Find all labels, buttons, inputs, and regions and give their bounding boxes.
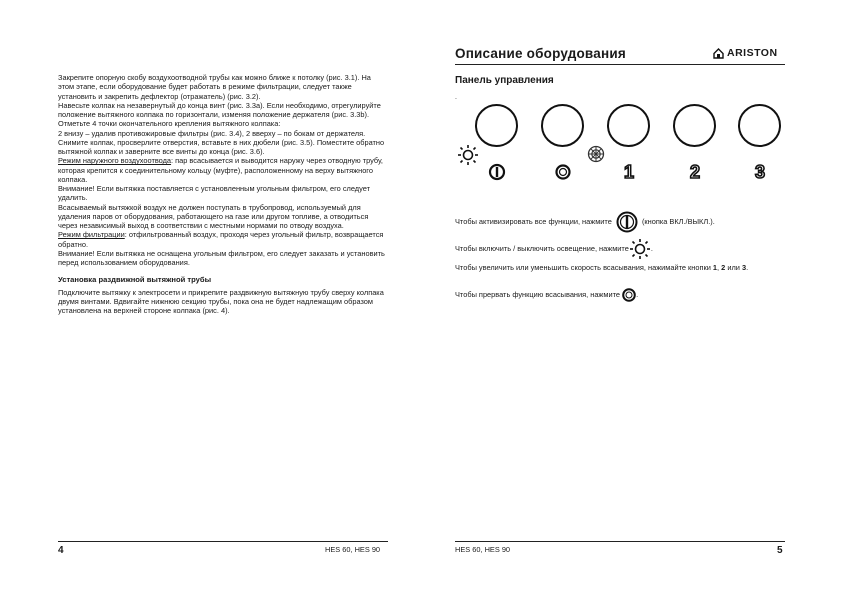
panel-button-speed-3[interactable]: [738, 104, 781, 147]
instruction-light-end: .: [650, 243, 653, 253]
power-icon: [616, 211, 638, 233]
paragraph-hood: Навесьте колпак на незавернутый до конца винт (рис. 3.3a). Если необходимо, отрегулируйте положение вытяжного колпака по горизонтали, изменяя положение держателя (рис. 3.3b).: [58, 100, 381, 119]
paragraph-mark-points: Отметьте 4 точки окончательного крепления вытяжного колпака:: [58, 119, 281, 129]
warning-1: Внимание! Если вытяжка поставляется с установленным угольным фильтром, его следует удалить.: [58, 184, 370, 203]
speed-ref-2: 2: [721, 263, 726, 272]
speed-sep-2: или: [725, 263, 742, 272]
paragraph-drill: Снимите колпак, просверлите отверстия, вставьте в них дюбели (рис. 3.5). Поместите обратно вытяжной колпак и заверните все винты до конца (рис. 3.6).: [58, 137, 385, 156]
instruction-speed-text: Чтобы увеличить или уменьшить скорость всасывания, нажимайте кнопки: [455, 263, 711, 272]
speed-1-label: 1: [623, 161, 634, 182]
exhaust-mode-text: : пар всасывается и выводится наружу через отводную трубу, которая крепится к соединительному кольцу (муфте), расположенному на верху вытяжного колпака.: [58, 156, 383, 184]
stray-dot: .: [455, 94, 457, 101]
panel-button-power[interactable]: [475, 104, 518, 147]
speed-end: .: [746, 263, 749, 272]
light-small-icon: [629, 238, 651, 260]
brand-logo: [713, 47, 778, 59]
page-title: Описание оборудования: [455, 46, 626, 61]
model-left: HES 60, HES 90: [325, 545, 381, 554]
model-right: HES 60, HES 90: [455, 545, 511, 554]
exhaust-mode-term: Режим наружного воздухоотвода: [58, 156, 172, 166]
paragraph-exhaust-mode: [58, 156, 388, 184]
instruction-light-text: Чтобы включить / выключить освещение, нажмите: [455, 243, 629, 253]
pipe-subheading: Установка раздвижной вытяжной трубы: [58, 275, 212, 285]
instruction-speed: [455, 263, 785, 273]
paragraph-pipe: Подключите вытяжку к электросети и прикрепите раздвижную вытяжную трубу сверху колпака двумя винтами. Вдвигайте нижнюю секцию трубы, пока она не будет надлежащим образом установлена на верхней стороне колпака (рис. 4).: [58, 287, 384, 315]
paragraph-air: Всасываемый вытяжкой воздух не должен поступать в трубопровод, используемый для удаления паров от оборудования, работающего на газе или другом топливе, а отводиться через независимый выход в соответствии с местными нормами по отводу воздуха.: [58, 202, 369, 230]
light-icon: [457, 144, 479, 166]
paragraph-filter-mode: [58, 230, 388, 249]
speed-3-label: 3: [754, 161, 765, 182]
panel-button-speed-1[interactable]: [607, 104, 650, 147]
instruction-light: [455, 238, 785, 260]
left-text-column: [58, 73, 388, 315]
instruction-power-note: (кнопка ВКЛ./ВЫКЛ.).: [641, 216, 715, 226]
warning-2: Внимание! Если вытяжка не оснащена угольным фильтром, его следует заказать и установить перед использованием оборудования.: [58, 248, 385, 267]
footer-rule-left: [58, 541, 388, 542]
instruction-power-text: Чтобы активизировать все функции, нажмите: [455, 216, 612, 226]
speed-2-label: 2: [689, 161, 700, 182]
panel-button-stop[interactable]: [541, 104, 584, 147]
title-rule: [455, 64, 785, 65]
page-number-left: 4: [58, 545, 64, 556]
section-subtitle: Панель управления: [455, 75, 554, 86]
stop-label-icon: [553, 162, 573, 182]
panel-button-speed-2[interactable]: [673, 104, 716, 147]
instruction-stop-text: Чтобы прервать функцию всасывания, нажмите: [455, 289, 621, 299]
instruction-stop-end: .: [636, 289, 639, 299]
page-number-right: 5: [777, 545, 783, 556]
power-label-icon: [487, 162, 507, 182]
paragraph-bracket: Закрепите опорную скобу воздухоотводной трубы как можно ближе к потолку (рис. 3.1). На этом этапе, если оборудование будет работать в режиме фильтрации, следует также установить и закрепить дефлектор (отражатель) (рис. 3.2).: [58, 73, 371, 101]
instruction-power: [455, 211, 785, 233]
fan-icon: [587, 145, 605, 163]
speed-ref-1: 1: [712, 263, 718, 272]
house-icon: [713, 48, 724, 59]
speed-sep-1: ,: [717, 263, 722, 272]
speed-ref-3: 3: [741, 263, 747, 272]
brand-name: ARISTON: [727, 47, 778, 59]
footer-rule-right: [455, 541, 785, 542]
filter-mode-term: Режим фильтрации: [58, 230, 125, 240]
instruction-stop: [455, 288, 785, 302]
paragraph-points-detail: 2 внизу – удалив противожировые фильтры (рис. 3.4), 2 вверху – по бокам от держателя.: [58, 128, 366, 138]
stop-icon: [622, 288, 639, 302]
filter-mode-text: : отфильтрованный воздух, проходя через угольный фильтр, возвращается обратно.: [58, 230, 384, 249]
right-page: [421, 0, 842, 595]
